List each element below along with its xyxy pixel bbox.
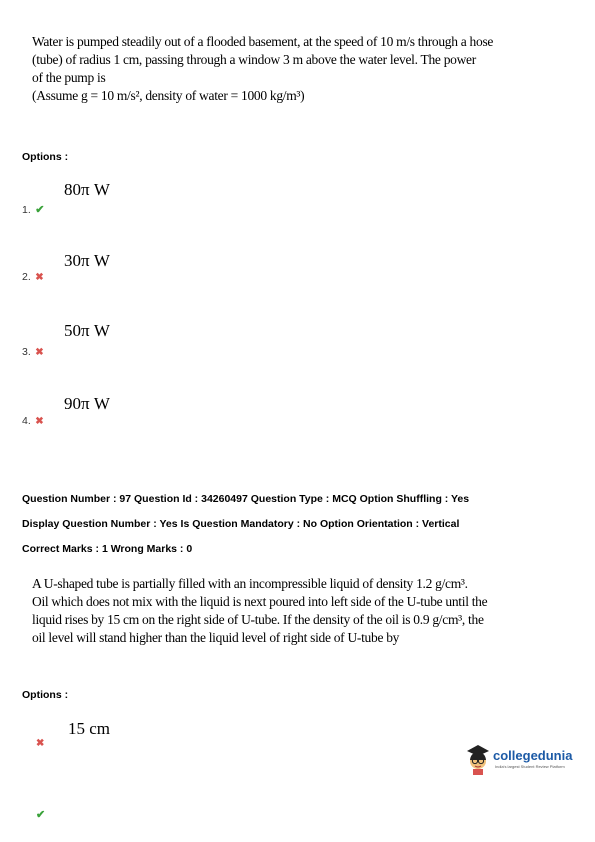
question-line: A U-shaped tube is partially filled with an incompressible liquid of density 1.2 g/cm³. [32,576,468,591]
option-number: 2. [22,271,31,283]
option-number-row [22,411,44,429]
option-value: 80π W [64,180,110,199]
option-number-row [22,200,44,218]
cross-icon: ✖ [35,272,44,283]
option-value: 30π W [64,251,110,270]
question-meta: Question Number : 97 Question Id : 34260497 Question Type : MCQ Option Shuffling : Yes [22,493,470,505]
question-line: Oil which does not mix with the liquid is next poured into left side of the U-tube until the [32,594,488,609]
question-text [32,575,572,647]
question-line: (tube) of radius 1 cm, passing through a window 3 m above the water level. The power [32,52,476,67]
question-line: liquid rises by 15 cm on the right side of U-tube. If the density of the oil is 0.9 g/cm³, the [32,612,484,627]
logo-wordmark: collegedunia [493,748,573,763]
collegedunia-logo [464,742,584,778]
question-meta: Display Question Number : Yes Is Question Mandatory : No Option Orientation : Vertical [22,518,460,530]
option-value: 50π W [64,321,110,340]
mascot-icon [464,742,492,776]
question-line: Water is pumped steadily out of a flooded basement, at the speed of 10 m/s through a hose [32,34,494,49]
check-icon: ✔ [35,204,45,216]
option-value: 15 cm [68,719,111,738]
cross-icon: ✖ [35,416,44,427]
logo-tagline: India's largest Student Review Platform [495,764,565,769]
question-marks: Correct Marks : 1 Wrong Marks : 0 [22,543,193,555]
question-line: oil level will stand higher than the liquid level of right side of U-tube by [32,630,400,645]
option-number: 4. [22,415,31,427]
check-icon: ✔ [36,809,46,821]
option-number: 3. [22,346,31,358]
question-line: of the pump is [32,70,106,85]
cross-icon: ✖ [36,738,45,749]
question-text [32,33,572,105]
cross-icon: ✖ [35,347,44,358]
options-label: Options : [22,689,69,701]
option-value: 90π W [64,394,110,413]
option-number-row [22,267,44,285]
question-line: (Assume g = 10 m/s², density of water = 1000 kg/m³) [32,88,305,103]
option-number-row [22,342,44,360]
options-label: Options : [22,151,69,163]
option-number: 1. [22,204,31,216]
